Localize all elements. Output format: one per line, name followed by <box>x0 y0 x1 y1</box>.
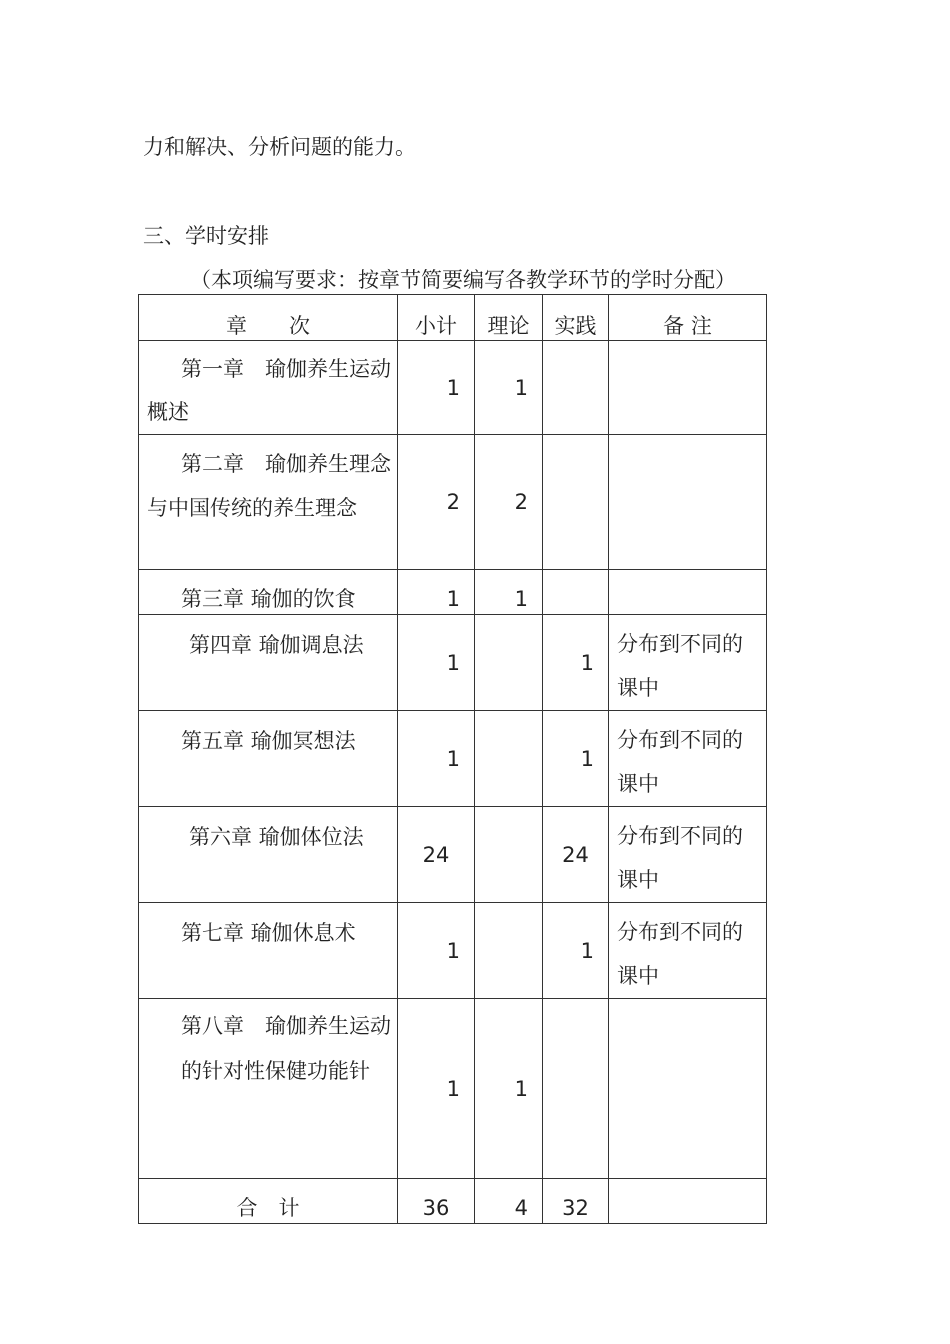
chapter-cell: 第七章 瑜伽休息术 <box>139 903 398 999</box>
table-row <box>139 903 767 999</box>
subtotal-cell: 2 <box>398 435 475 570</box>
chapter-cell: 第三章 瑜伽的饮食 <box>139 570 398 615</box>
table-row <box>139 615 767 711</box>
total-subtotal: 36 <box>398 1179 475 1224</box>
practice-cell <box>543 999 609 1179</box>
theory-cell: 1 <box>475 341 543 435</box>
theory-cell: 2 <box>475 435 543 570</box>
chapter-cell: 第二章 瑜伽养生理念与中国传统的养生理念 <box>139 435 398 570</box>
note-cell <box>609 999 767 1179</box>
theory-cell: 1 <box>475 999 543 1179</box>
header-practice: 实践 <box>543 295 609 341</box>
practice-cell: 1 <box>543 711 609 807</box>
theory-cell <box>475 903 543 999</box>
note-cell: 分布到不同的课中 <box>609 807 767 903</box>
chapter-cell: 第六章 瑜伽体位法 <box>139 807 398 903</box>
practice-cell: 1 <box>543 615 609 711</box>
subtotal-cell: 24 <box>398 807 475 903</box>
subtotal-cell: 1 <box>398 711 475 807</box>
practice-cell <box>543 341 609 435</box>
intro-paragraph: 力和解决、分析问题的能力。 <box>143 135 416 159</box>
subtotal-cell: 1 <box>398 341 475 435</box>
total-label: 合 计 <box>139 1179 398 1224</box>
theory-cell <box>475 807 543 903</box>
subtotal-cell: 1 <box>398 615 475 711</box>
total-practice: 32 <box>543 1179 609 1224</box>
header-subtotal: 小计 <box>398 295 475 341</box>
theory-cell: 1 <box>475 570 543 615</box>
note-cell <box>609 570 767 615</box>
chapter-cell: 第一章 瑜伽养生运动概述 <box>139 341 398 435</box>
note-cell: 分布到不同的课中 <box>609 903 767 999</box>
table-row <box>139 807 767 903</box>
section-heading: 三、学时安排 <box>143 224 269 248</box>
theory-cell <box>475 615 543 711</box>
note-cell <box>609 341 767 435</box>
note-cell: 分布到不同的课中 <box>609 615 767 711</box>
subtotal-cell: 1 <box>398 999 475 1179</box>
table-row <box>139 711 767 807</box>
table-row <box>139 341 767 435</box>
practice-cell: 24 <box>543 807 609 903</box>
table-total-row <box>139 1179 767 1224</box>
schedule-table <box>138 294 767 1224</box>
table-row <box>139 570 767 615</box>
section-requirement: （本项编写要求：按章节简要编写各教学环节的学时分配） <box>190 268 736 292</box>
note-cell <box>609 435 767 570</box>
practice-cell <box>543 570 609 615</box>
table-row <box>139 435 767 570</box>
note-cell: 分布到不同的课中 <box>609 711 767 807</box>
practice-cell <box>543 435 609 570</box>
table-row <box>139 999 767 1179</box>
practice-cell: 1 <box>543 903 609 999</box>
table-header-row <box>139 295 767 341</box>
total-theory: 4 <box>475 1179 543 1224</box>
chapter-cell: 第五章 瑜伽冥想法 <box>139 711 398 807</box>
chapter-cell: 第四章 瑜伽调息法 <box>139 615 398 711</box>
header-theory: 理论 <box>475 295 543 341</box>
theory-cell <box>475 711 543 807</box>
header-note: 备 注 <box>609 295 767 341</box>
total-note <box>609 1179 767 1224</box>
chapter-cell: 第八章 瑜伽养生运动的针对性保健功能针 <box>139 999 398 1179</box>
header-chapter: 章 次 <box>139 295 398 341</box>
subtotal-cell: 1 <box>398 570 475 615</box>
subtotal-cell: 1 <box>398 903 475 999</box>
